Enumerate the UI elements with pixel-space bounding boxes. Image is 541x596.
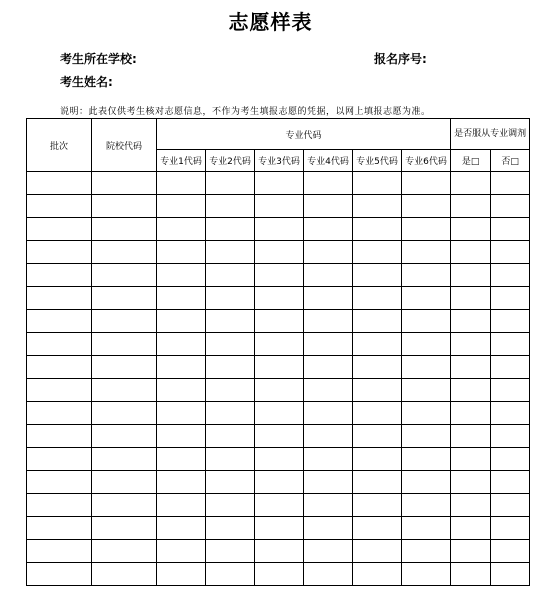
table-cell: [206, 172, 255, 195]
table-row: [27, 379, 530, 402]
table-cell: [27, 264, 92, 287]
table-cell: [491, 287, 530, 310]
table-row: [27, 494, 530, 517]
table-cell: [157, 172, 206, 195]
table-cell: [255, 494, 304, 517]
table-cell: [491, 333, 530, 356]
table-cell: [157, 494, 206, 517]
table-cell: [206, 517, 255, 540]
table-cell: [491, 356, 530, 379]
table-cell: [451, 517, 491, 540]
header-major-2: 专业2代码: [206, 150, 255, 172]
table-cell: [402, 172, 451, 195]
table-cell: [491, 241, 530, 264]
table-cell: [255, 218, 304, 241]
table-cell: [27, 517, 92, 540]
header-major-code: 专业代码: [157, 119, 451, 150]
table-cell: [353, 287, 402, 310]
table-cell: [206, 471, 255, 494]
table-cell: [206, 218, 255, 241]
table-cell: [491, 563, 530, 586]
table-cell: [206, 448, 255, 471]
table-cell: [27, 356, 92, 379]
table-cell: [157, 471, 206, 494]
table-cell: [27, 218, 92, 241]
table-cell: [157, 517, 206, 540]
table-cell: [27, 172, 92, 195]
table-cell: [92, 218, 157, 241]
table-cell: [451, 448, 491, 471]
table-cell: [92, 195, 157, 218]
table-cell: [27, 471, 92, 494]
header-batch: 批次: [27, 119, 92, 172]
table-cell: [304, 540, 353, 563]
table-cell: [402, 379, 451, 402]
table-row: [27, 195, 530, 218]
table-cell: [206, 425, 255, 448]
table-cell: [304, 425, 353, 448]
table-cell: [157, 425, 206, 448]
table-row: [27, 310, 530, 333]
table-cell: [353, 563, 402, 586]
table-cell: [157, 310, 206, 333]
table-cell: [451, 287, 491, 310]
header-major-5: 专业5代码: [353, 150, 402, 172]
table-cell: [451, 310, 491, 333]
table-cell: [491, 517, 530, 540]
table-cell: [304, 241, 353, 264]
table-cell: [353, 448, 402, 471]
table-cell: [402, 264, 451, 287]
school-label: 考生所在学校:: [60, 52, 137, 66]
table-cell: [451, 563, 491, 586]
table-cell: [157, 333, 206, 356]
table-cell: [402, 195, 451, 218]
header-yes: 是□: [451, 150, 491, 172]
table-cell: [402, 241, 451, 264]
table-cell: [491, 425, 530, 448]
table-cell: [92, 287, 157, 310]
table-cell: [92, 379, 157, 402]
table-cell: [451, 379, 491, 402]
table-cell: [206, 402, 255, 425]
table-cell: [206, 379, 255, 402]
table-cell: [353, 218, 402, 241]
table-cell: [157, 356, 206, 379]
table-cell: [304, 448, 353, 471]
table-cell: [27, 287, 92, 310]
table-cell: [353, 241, 402, 264]
table-cell: [451, 333, 491, 356]
table-cell: [27, 402, 92, 425]
table-cell: [304, 333, 353, 356]
table-cell: [402, 402, 451, 425]
table-cell: [157, 264, 206, 287]
table-cell: [353, 172, 402, 195]
table-cell: [255, 517, 304, 540]
table-row: [27, 563, 530, 586]
table-cell: [402, 517, 451, 540]
table-cell: [353, 425, 402, 448]
table-cell: [157, 218, 206, 241]
header-major-3: 专业3代码: [255, 150, 304, 172]
table-cell: [255, 379, 304, 402]
table-cell: [255, 195, 304, 218]
note-text: 说明：此表仅供考生核对志愿信息，不作为考生填报志愿的凭据，以网上填报志愿为准。: [60, 107, 431, 117]
table-cell: [451, 425, 491, 448]
table-cell: [27, 425, 92, 448]
table-cell: [402, 218, 451, 241]
table-cell: [353, 310, 402, 333]
table-row: [27, 356, 530, 379]
table-cell: [157, 540, 206, 563]
table-cell: [451, 172, 491, 195]
table-cell: [491, 195, 530, 218]
table-cell: [157, 448, 206, 471]
table-cell: [353, 356, 402, 379]
table-cell: [304, 218, 353, 241]
table-cell: [491, 264, 530, 287]
header-school-code: 院校代码: [92, 119, 157, 172]
table-cell: [353, 494, 402, 517]
table-cell: [353, 379, 402, 402]
table-cell: [157, 379, 206, 402]
table-cell: [353, 333, 402, 356]
table-cell: [27, 494, 92, 517]
table-row: [27, 540, 530, 563]
table-cell: [353, 264, 402, 287]
header-major-4: 专业4代码: [304, 150, 353, 172]
table-cell: [255, 333, 304, 356]
table-cell: [206, 356, 255, 379]
table-cell: [92, 333, 157, 356]
table-cell: [491, 379, 530, 402]
table-cell: [402, 333, 451, 356]
table-cell: [451, 241, 491, 264]
table-cell: [451, 218, 491, 241]
table-cell: [27, 241, 92, 264]
table-cell: [255, 425, 304, 448]
table-cell: [402, 356, 451, 379]
table-cell: [206, 195, 255, 218]
table-cell: [255, 287, 304, 310]
table-cell: [255, 356, 304, 379]
table-cell: [92, 471, 157, 494]
table-cell: [353, 195, 402, 218]
table-cell: [304, 563, 353, 586]
table-row: [27, 517, 530, 540]
table-row: [27, 448, 530, 471]
table-cell: [402, 310, 451, 333]
table-cell: [206, 264, 255, 287]
table-cell: [27, 448, 92, 471]
table-cell: [27, 310, 92, 333]
table-cell: [304, 172, 353, 195]
table-cell: [157, 195, 206, 218]
table-row: [27, 287, 530, 310]
table-cell: [304, 517, 353, 540]
table-cell: [206, 333, 255, 356]
table-cell: [255, 540, 304, 563]
table-cell: [402, 425, 451, 448]
table-cell: [92, 425, 157, 448]
table-cell: [402, 494, 451, 517]
table-cell: [255, 172, 304, 195]
table-cell: [304, 356, 353, 379]
table-cell: [92, 402, 157, 425]
table-row: [27, 218, 530, 241]
table-cell: [92, 241, 157, 264]
table-cell: [92, 310, 157, 333]
table-row: [27, 471, 530, 494]
table-cell: [255, 310, 304, 333]
table-cell: [451, 402, 491, 425]
table-row: [27, 402, 530, 425]
table-cell: [491, 448, 530, 471]
table-cell: [304, 471, 353, 494]
table-cell: [206, 287, 255, 310]
header-major-6: 专业6代码: [402, 150, 451, 172]
table-cell: [27, 195, 92, 218]
table-cell: [451, 471, 491, 494]
table-cell: [491, 471, 530, 494]
table-cell: [157, 287, 206, 310]
table-cell: [206, 310, 255, 333]
table-cell: [451, 264, 491, 287]
table-cell: [402, 563, 451, 586]
table-cell: [255, 448, 304, 471]
volunteer-table: [26, 118, 530, 586]
header-major-1: 专业1代码: [157, 150, 206, 172]
table-cell: [491, 540, 530, 563]
table-cell: [92, 264, 157, 287]
table-cell: [27, 333, 92, 356]
table-cell: [92, 494, 157, 517]
table-row: [27, 172, 530, 195]
table-cell: [27, 540, 92, 563]
registration-number-label: 报名序号:: [374, 52, 427, 66]
header-accept-adjustment: 是否服从专业调剂: [451, 119, 530, 150]
table-cell: [304, 310, 353, 333]
header-no: 否□: [491, 150, 530, 172]
table-cell: [451, 356, 491, 379]
table-cell: [353, 517, 402, 540]
table-row: [27, 264, 530, 287]
table-cell: [27, 563, 92, 586]
table-cell: [206, 540, 255, 563]
table-cell: [92, 172, 157, 195]
table-cell: [92, 356, 157, 379]
table-cell: [451, 494, 491, 517]
table-cell: [304, 195, 353, 218]
table-cell: [402, 540, 451, 563]
table-cell: [255, 264, 304, 287]
table-cell: [304, 287, 353, 310]
table-cell: [92, 517, 157, 540]
table-cell: [402, 287, 451, 310]
table-cell: [92, 448, 157, 471]
table-row: [27, 425, 530, 448]
table-cell: [157, 563, 206, 586]
table-cell: [206, 494, 255, 517]
table-cell: [491, 402, 530, 425]
table-cell: [451, 195, 491, 218]
table-cell: [304, 264, 353, 287]
table-cell: [255, 471, 304, 494]
table-cell: [206, 563, 255, 586]
table-row: [27, 241, 530, 264]
table-cell: [491, 218, 530, 241]
table-cell: [353, 540, 402, 563]
table-cell: [92, 563, 157, 586]
table-cell: [206, 241, 255, 264]
table-cell: [157, 402, 206, 425]
table-cell: [491, 494, 530, 517]
table-cell: [157, 241, 206, 264]
page-title: 志愿样表: [228, 10, 313, 34]
table-cell: [92, 540, 157, 563]
table-cell: [402, 448, 451, 471]
table-cell: [353, 402, 402, 425]
table-cell: [451, 540, 491, 563]
table-cell: [255, 241, 304, 264]
table-cell: [304, 402, 353, 425]
table-cell: [255, 402, 304, 425]
table-cell: [304, 494, 353, 517]
table-cell: [491, 172, 530, 195]
table-cell: [255, 563, 304, 586]
table-row: [27, 333, 530, 356]
table-cell: [402, 471, 451, 494]
table-cell: [304, 379, 353, 402]
name-label: 考生姓名:: [60, 75, 113, 89]
table-cell: [491, 310, 530, 333]
table-cell: [27, 379, 92, 402]
table-cell: [353, 471, 402, 494]
